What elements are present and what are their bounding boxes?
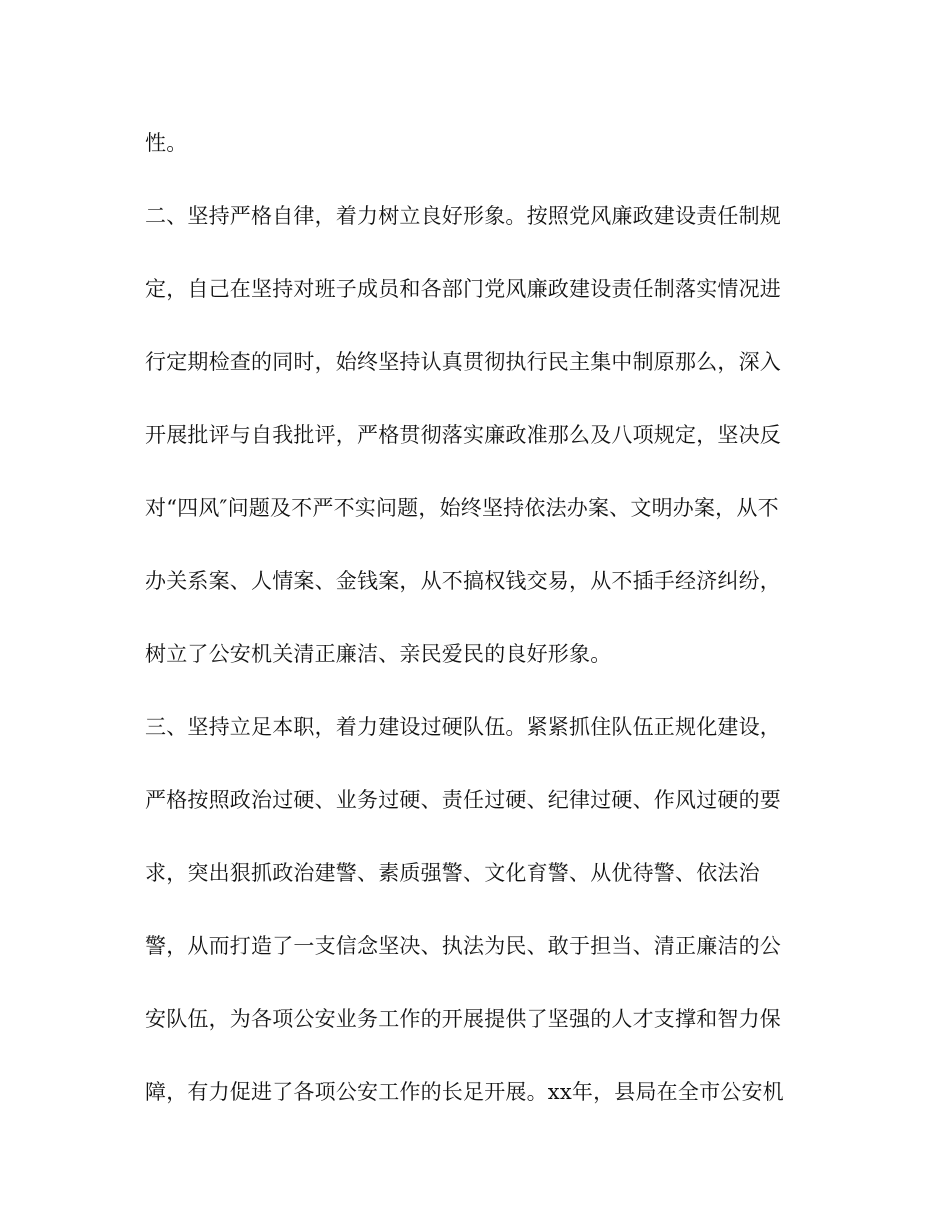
text-line: 性。 bbox=[145, 131, 188, 155]
text-line: 行定期检查的同时，始终坚持认真贯彻执行民主集中制原那么，深入 bbox=[145, 350, 781, 374]
text-line: 严格按照政治过硬、业务过硬、责任过硬、纪律过硬、作风过硬的要 bbox=[145, 788, 781, 812]
text-line: 对“四风″问题及不严不实问题，始终坚持依法办案、文明办案，从不 bbox=[145, 496, 779, 520]
text-line: 障，有力促进了各项公安工作的长足开展。xx年，县局在全市公安机 bbox=[145, 1080, 784, 1104]
text-line: 办关系案、人情案、金钱案，从不搞权钱交易，从不插手经济纠纷， bbox=[145, 569, 781, 593]
text-line: 定，自己在坚持对班子成员和各部门党风廉政建设责任制落实情况进 bbox=[145, 277, 781, 301]
text-line: 求，突出狠抓政治建警、素质强警、文化育警、从优待警、依法治 bbox=[145, 861, 760, 885]
text-line: 二、坚持严格自律，着力树立良好形象。按照党风廉政建设责任制规 bbox=[145, 204, 781, 228]
text-line: 警，从而打造了一支信念坚决、执法为民、敢于担当、清正廉洁的公 bbox=[145, 934, 781, 958]
text-line: 三、坚持立足本职，着力建设过硬队伍。紧紧抓住队伍正规化建设， bbox=[145, 715, 781, 739]
text-line: 安队伍，为各项公安业务工作的开展提供了坚强的人才支撑和智力保 bbox=[145, 1007, 781, 1031]
text-line: 开展批评与自我批评，严格贯彻落实廉政准那么及八项规定，坚决反 bbox=[145, 423, 781, 447]
text-line: 树立了公安机关清正廉洁、亲民爱民的良好形象。 bbox=[145, 642, 612, 666]
